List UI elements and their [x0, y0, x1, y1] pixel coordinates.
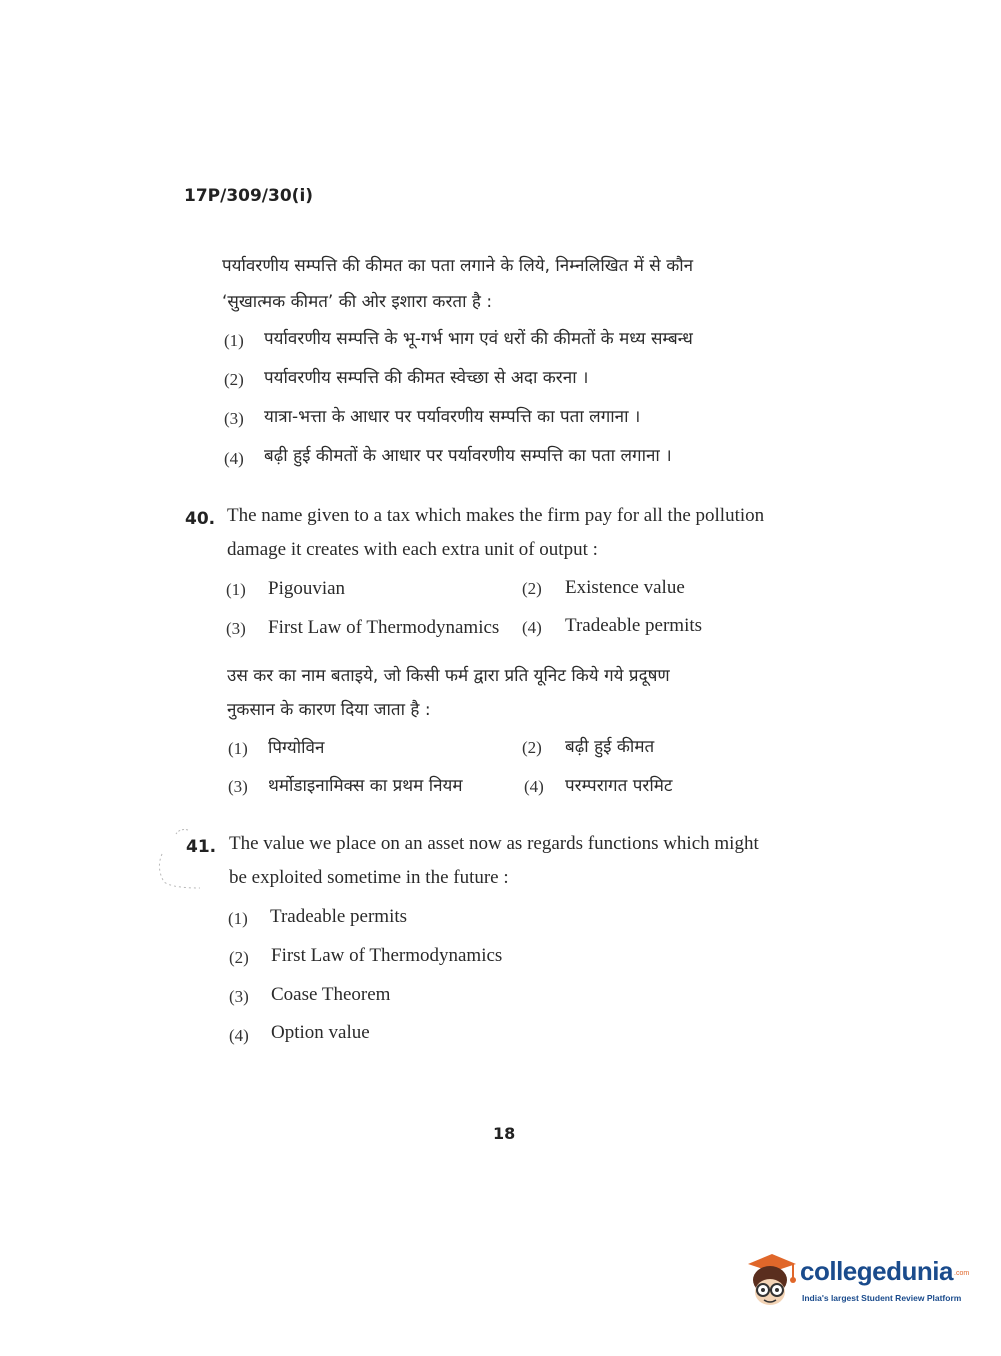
q41-stem-line1: The value we place on an asset now as regards functions which might: [229, 833, 759, 854]
q41-option-text: First Law of Thermodynamics: [271, 945, 503, 966]
collegedunia-logo: [742, 1250, 972, 1310]
q41-option-text: Option value: [271, 1022, 370, 1043]
q40-option-number: (2): [522, 579, 542, 598]
q40-hindi-option-text: बढ़ी हुई कीमत: [565, 737, 655, 757]
paper-code: 17P/309/30(i): [184, 186, 314, 206]
q41-option-number: (2): [229, 948, 249, 967]
q39-option-number: (2): [224, 370, 244, 389]
logo-suffix: .com: [954, 1270, 970, 1277]
q39-option-number: (4): [224, 449, 244, 468]
q41-option-number: (1): [228, 909, 248, 928]
mascot-icon: [742, 1250, 802, 1308]
q39-hindi-stem-line1: पर्यावरणीय सम्पत्ति की कीमत का पता लगाने के लिये, निम्नलिखित में से कौन: [222, 256, 694, 276]
q40-hindi-option-text: पिग्योविन: [268, 738, 325, 758]
q40-option-text: Existence value: [565, 577, 685, 598]
q41-stem-line2: be exploited sometime in the future :: [229, 867, 509, 888]
q40-option-number: (1): [226, 580, 246, 599]
logo-tagline: India's largest Student Review Platform: [802, 1293, 962, 1303]
q40-hindi-option-number: (3): [228, 777, 248, 796]
q39-option-text: पर्यावरणीय सम्पत्ति के भू-गर्भ भाग एवं धरों की कीमतों के मध्य सम्बन्ध: [264, 329, 693, 349]
logo-wordmark: collegedunia: [800, 1256, 953, 1286]
question-number: 41.: [186, 837, 217, 857]
q39-option-text: बढ़ी हुई कीमतों के आधार पर पर्यावरणीय सम्पत्ति का पता लगाना ।: [264, 446, 672, 466]
q40-option-number: (4): [522, 618, 542, 637]
q40-hindi-option-text: थर्मोडाइनामिक्स का प्रथम नियम: [268, 776, 463, 796]
q40-hindi-option-number: (2): [522, 738, 542, 757]
q40-stem-line2: damage it creates with each extra unit of output :: [227, 539, 598, 560]
q40-stem-line1: The name given to a tax which makes the firm pay for all the pollution: [227, 505, 765, 526]
q39-option-text: यात्रा-भत्ता के आधार पर पर्यावरणीय सम्पत्ति का पता लगाना ।: [264, 407, 641, 427]
q39-option-text: पर्यावरणीय सम्पत्ति की कीमत स्वेच्छा से अदा करना ।: [264, 368, 589, 388]
q41-option-text: Tradeable permits: [270, 906, 408, 927]
q39-option-number: (3): [224, 409, 244, 428]
q40-option-number: (3): [226, 619, 246, 638]
q40-hindi-option-text: परम्परागत परमिट: [565, 776, 673, 796]
q40-option-text: First Law of Thermodynamics: [268, 617, 500, 638]
q39-hindi-stem-line2: ‘सुखात्मक कीमत’ की ओर इशारा करता है :: [222, 292, 493, 312]
q40-hindi-stem-line2: नुकसान के कारण दिया जाता है :: [227, 700, 431, 720]
q41-option-number: (4): [229, 1026, 249, 1045]
page-number: 18: [493, 1124, 516, 1143]
q40-option-text: Tradeable permits: [565, 615, 703, 636]
q39-option-number: (1): [224, 331, 244, 350]
q41-option-text: Coase Theorem: [271, 984, 391, 1005]
q40-hindi-stem-line1: उस कर का नाम बताइये, जो किसी फर्म द्वारा प्रति यूनिट किये गये प्रदूषण: [227, 666, 670, 686]
q41-option-number: (3): [229, 987, 249, 1006]
question-number: 40.: [185, 509, 216, 529]
q40-hindi-option-number: (4): [524, 777, 544, 796]
q40-option-text: Pigouvian: [268, 578, 346, 599]
q40-hindi-option-number: (1): [228, 739, 248, 758]
